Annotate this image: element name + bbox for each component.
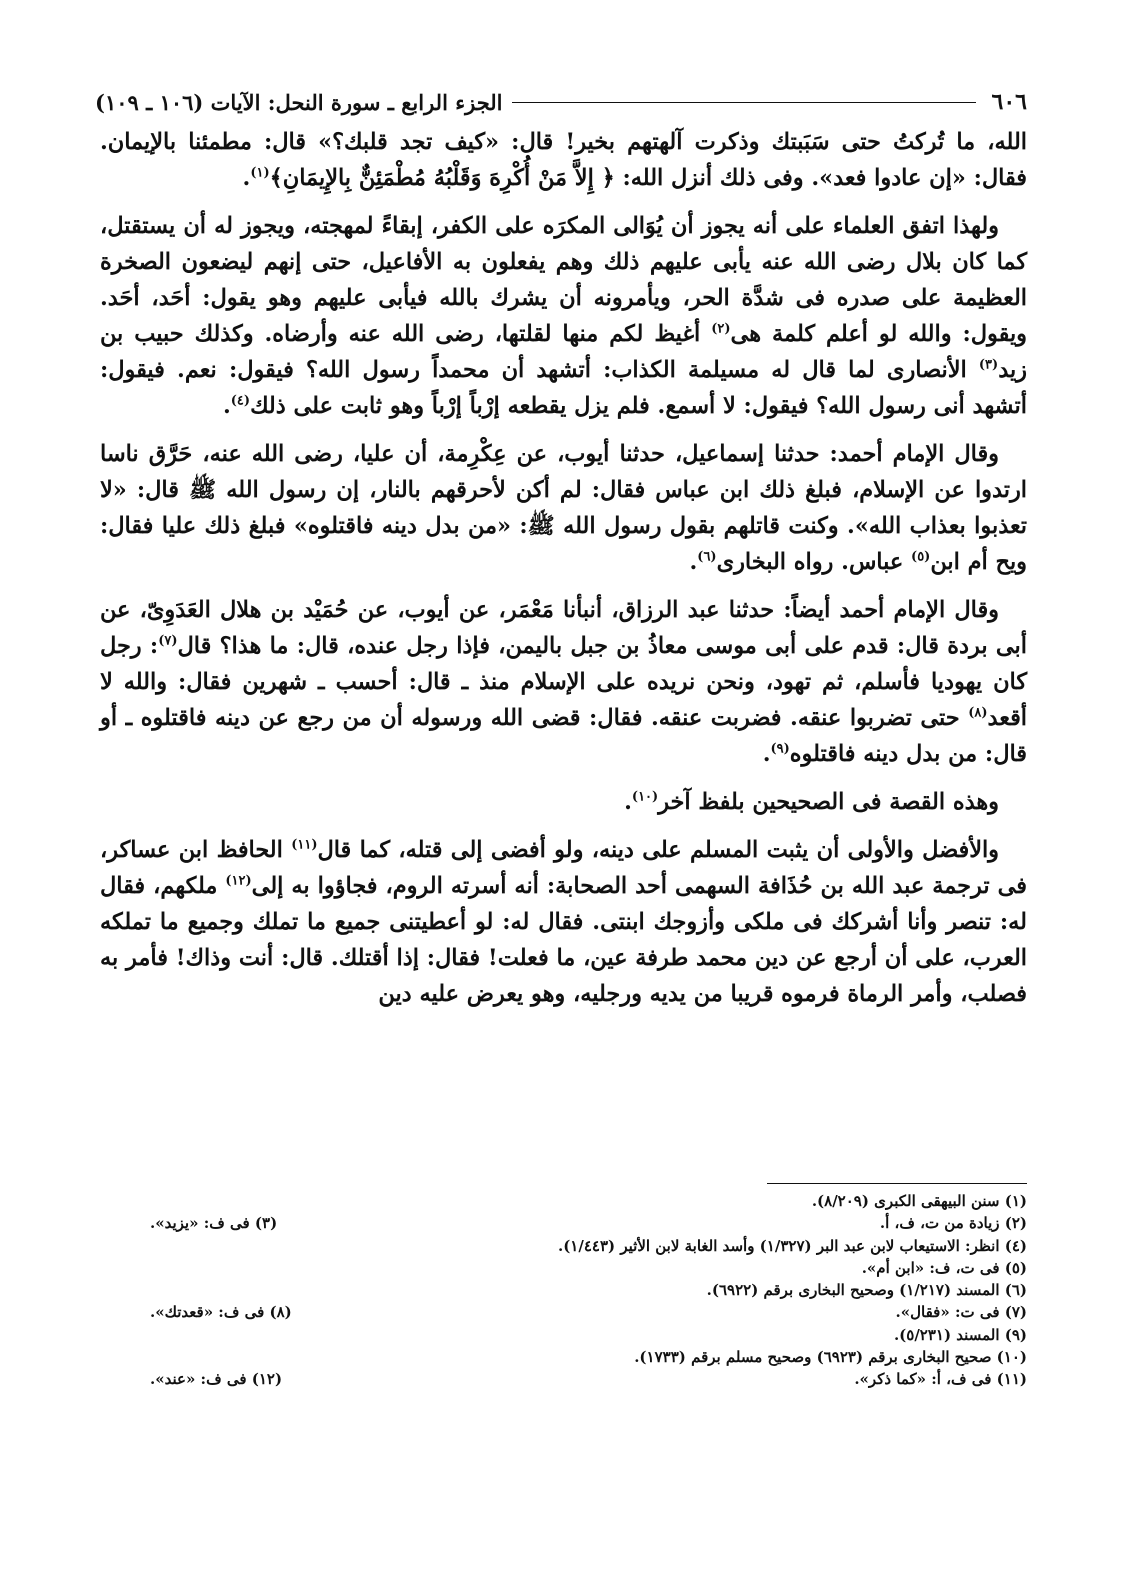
text-segment: ملكهم، فقال له: تنصر وأنا أشركك فى ملكى وأزوجك ابنتى. فقال له: لو أعطيتنى جميع ما تملك وجميع ما تملكه العرب، على أن أرجع عن دين محمد طرفة عين، ما فعلت! فقال: إذا أقتلك. قال: أنت وذاك! فأمر به فصلب، وأمر الرماة فرموه قريبا من يديه ورجليه، وهو يعرض عليه دين — [100, 873, 1027, 1007]
text-segment: وقال الإمام أحمد: حدثنا إسماعيل، حدثنا أيوب، عن عِكْرِمة، أن عليا، رضى الله عنه، حَرَّق ناسا ارتدوا عن الإسلام، فبلغ ذلك ابن عباس فقال: لم أكن لأحرقهم بالنار، إن رسول الله ﷺ قال: «لا تعذبوا بعذاب الله». وكنت قاتلهم بقول رسول الله ﷺ: «من بدل دينه فاقتلوه» فبلغ ذلك عليا فقال: ويح أم ابن — [100, 441, 1027, 575]
footnotes-section — [150, 1183, 1027, 1391]
body-paragraph — [100, 436, 1027, 580]
body-paragraph — [100, 832, 1027, 1012]
footnote-marker: (١١) — [291, 837, 318, 853]
footnote-row — [150, 1212, 1027, 1234]
footnote: (٦) المسند (١/٢١٧) وصحيح البخارى برقم (٦٩٢٢). — [706, 1281, 1027, 1300]
text-segment: الله، ما تُركتُ حتى سَبَبتك وذكرت آلهتهم بخير! قال: «كيف تجد قلبك؟» قال: مطمئنا بالإيمان. فقال: «إن عادوا فعد». وفى ذلك أنزل الله: — [100, 129, 1027, 191]
text-segment: : رجل كان يهوديا فأسلم، ثم تهود، ونحن نريده على الإسلام منذ ـ قال: أحسب ـ شهرين فقال: والله لا أقعد — [100, 633, 1027, 731]
text-segment: . — [222, 393, 231, 419]
text-segment: . — [689, 549, 698, 575]
footnote-marker: (١) — [250, 165, 270, 181]
footnote-marker: (٤) — [230, 393, 251, 409]
footnote: (٢) زيادة من ت، ف، أ. — [879, 1214, 1027, 1233]
body-paragraph — [100, 784, 1027, 820]
main-text — [100, 124, 1027, 1024]
footnote-marker: (٩) — [770, 741, 790, 757]
running-title: الجزء الرابع ـ سورة النحل: الآيات (١٠٦ ـ ١٠٩) — [95, 89, 503, 115]
body-paragraph — [100, 208, 1027, 424]
text-segment: والأفضل والأولى أن يثبت المسلم على دينه، ولو أفضى إلى قتله، كما قال — [317, 837, 999, 863]
footnote-side: (٨) فى ف: «قعدتك». — [150, 1303, 292, 1322]
text-segment: . — [242, 165, 251, 191]
body-paragraph — [100, 592, 1027, 772]
text-segment: عباس. رواه البخارى — [716, 549, 912, 575]
footnote-side — [150, 1346, 370, 1368]
footnote-marker: (٢) — [711, 321, 731, 337]
quran-verse: ﴿ إِلاَّ مَنْ أُكْرِهَ وَقَلْبُهُ مُطْمَئِنٌّ بِالإِيمَانِ﴾ — [269, 165, 615, 191]
footnote-marker: (٦) — [697, 549, 717, 565]
text-segment: . — [624, 789, 632, 815]
footnote-rule — [767, 1183, 1027, 1184]
text-segment: . — [762, 741, 771, 767]
footnote-row — [150, 1368, 1027, 1390]
footnote-marker: (٨) — [968, 705, 988, 721]
footnote-row — [150, 1301, 1027, 1323]
text-segment: الحافظ ابن عساكر، فى ترجمة عبد الله بن حُذَافة السهمى أحد الصحابة: أنه أسرته الروم، فجاؤوا به إلى — [100, 837, 1027, 899]
text-segment: ولهذا اتفق العلماء على أنه يجوز أن يُوَالى المكرَه على الكفر، إبقاءً لمهجته، ويجوز له أن يستقتل، كما كان بلال رضى الله عنه يأبى عليهم ذلك وهم يفعلون به الأفاعيل، حتى إنهم ليضعون الصخرة العظيمة على صدره فى شدَّة الحر، ويأمرونه أن يشرك بالله فيأبى عليهم وهو يقول: أحَد، أحَد. ويقول: والله لو أعلم كلمة هى — [100, 213, 1027, 347]
footnote-row — [150, 1190, 1027, 1212]
footnote-row — [150, 1235, 1027, 1257]
text-segment: الأنصارى لما قال له مسيلمة الكذاب: أتشهد أن محمداً رسول الله؟ فيقول: نعم. فيقول: أتشهد أنى رسول الله؟ فيقول: لا أسمع. فلم يزل يقطعه إرْباً إرْباً وهو ثابت على ذلك — [100, 357, 1027, 419]
footnote-list — [150, 1190, 1027, 1391]
text-segment: وقال الإمام أحمد أيضاً: حدثنا عبد الرزاق، أنبأنا مَعْمَر، عن أيوب، عن حُمَيْد بن هلال العَدَوِىّ، عن أبى بردة قال: قدم على أبى موسى معاذُ بن جبل باليمن، فإذا رجل عنده، قال: ما هذا؟ قال — [100, 597, 1028, 659]
footnote-marker: (٧) — [158, 633, 178, 649]
footnote-marker: (٣) — [978, 357, 999, 373]
footnote-marker: (١٢) — [225, 873, 252, 889]
footnote-row — [150, 1346, 1027, 1368]
text-segment: حتى تضربوا عنقه. فضربت عنقه. فقال: قضى الله ورسوله أن من رجع عن دينه فاقتلوه ـ أو قال: من بدل دينه فاقتلوه — [100, 705, 1027, 767]
footnote-row — [150, 1324, 1027, 1346]
footnote-marker: (٥) — [911, 549, 931, 565]
footnote-side — [150, 1190, 370, 1212]
footnote: (٥) فى ت، ف: «ابن أم». — [861, 1258, 1027, 1277]
footnote: (٧) فى ت: «فقال». — [895, 1303, 1027, 1322]
footnote-marker: (١٠) — [631, 789, 659, 805]
page-header — [95, 84, 1027, 120]
footnote-side — [150, 1257, 370, 1279]
footnote: (١١) فى ف، أ: «كما ذكر». — [854, 1370, 1027, 1389]
text-segment: أغيظ لكم منها لقلتها، رضى الله عنه وأرضاه. وكذلك حبيب بن زيد — [100, 321, 1027, 383]
footnote-side — [150, 1279, 370, 1301]
footnote: (٩) المسند (٥/٢٣١). — [893, 1325, 1027, 1344]
footnote: (١٠) صحيح البخارى برقم (٦٩٢٣) وصحيح مسلم برقم (١٧٣٣). — [634, 1348, 1027, 1367]
header-rule — [512, 102, 975, 103]
footnote-row — [150, 1279, 1027, 1301]
page-number: ٦٠٦ — [991, 89, 1027, 115]
footnote-side: (١٢) فى ف: «عند». — [150, 1370, 283, 1389]
body-paragraph — [100, 124, 1027, 196]
footnote-row — [150, 1257, 1027, 1279]
footnote: (١) سنن البيهقى الكبرى (٨/٢٠٩). — [811, 1192, 1027, 1210]
footnote-side — [150, 1324, 370, 1346]
footnote-side: (٣) فى ف: «يزيد». — [150, 1214, 278, 1233]
footnote-side — [150, 1235, 370, 1257]
text-segment: وهذه القصة فى الصحيحين بلفظ آخر — [658, 789, 999, 815]
footnote: (٤) انظر: الاستيعاب لابن عبد البر (١/٣٢٧) وأسد الغابة لابن الأثير (١/٤٤٣). — [557, 1236, 1027, 1255]
